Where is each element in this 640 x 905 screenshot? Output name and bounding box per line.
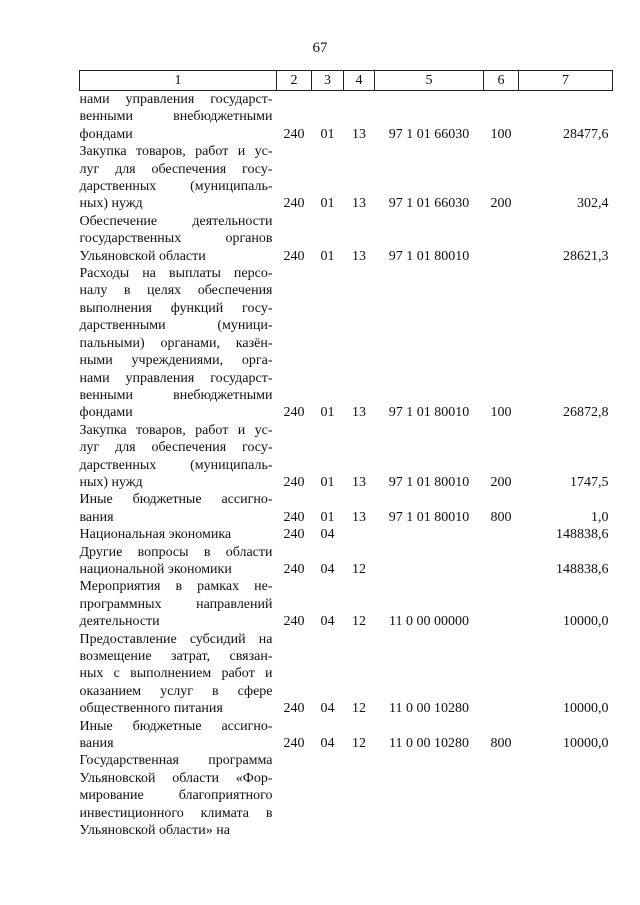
description-line: вания	[79, 736, 114, 752]
target-article-code: 97 1 01 80010	[388, 509, 470, 525]
subsection-code: 12	[352, 736, 366, 752]
code-column-2: 240	[283, 736, 305, 752]
subsection-code: 13	[352, 248, 366, 264]
amount: 1747,5	[570, 474, 609, 490]
page-number: 67	[312, 40, 328, 56]
column-header-5: 5	[375, 71, 484, 91]
row-description	[80, 491, 277, 526]
description-line: Государственная программа	[79, 753, 273, 769]
section-code: 04	[320, 701, 335, 717]
description-line: дарственными (муници-	[79, 318, 273, 334]
description-line: ных) нужд	[79, 196, 143, 212]
expense-type-code: 200	[490, 474, 512, 490]
amount: 10000,0	[563, 614, 609, 630]
code-column-2: 240	[283, 405, 305, 421]
target-article-code	[375, 752, 484, 839]
description-line: дарственных (муниципаль-	[79, 179, 273, 195]
code-column-2: 240	[283, 561, 305, 577]
table-row	[80, 752, 613, 839]
description-line: инвестиционного климата в	[79, 805, 273, 821]
amount: 28621,3	[563, 248, 609, 264]
table-row	[80, 578, 613, 630]
section-code: 01	[320, 509, 335, 525]
description-line: нами управления государст-	[79, 92, 273, 107]
row-description	[80, 578, 277, 630]
subsection-code	[344, 526, 375, 543]
section-code: 04	[320, 527, 335, 543]
description-line: Закупка товаров, работ и ус-	[79, 422, 273, 438]
row-description	[80, 631, 277, 718]
subsection-code: 12	[352, 614, 366, 630]
row-description	[80, 213, 277, 265]
code-column-2: 240	[283, 474, 305, 490]
description-line: Иные бюджетные ассигно-	[79, 492, 273, 508]
description-line: национальной экономики	[79, 561, 232, 577]
expense-type-code: 800	[490, 736, 512, 752]
column-header-3: 3	[312, 71, 344, 91]
expense-type-code	[484, 752, 519, 839]
subsection-code: 13	[352, 196, 366, 212]
description-line: Иные бюджетные ассигно-	[79, 718, 273, 734]
expense-type-code: 100	[490, 405, 512, 421]
description-line: вания	[79, 509, 114, 525]
amount	[519, 752, 613, 839]
code-column-2: 240	[283, 614, 305, 630]
description-line: Расходы на выплаты персо-	[79, 266, 273, 282]
code-column-2: 240	[283, 509, 305, 525]
subsection-code: 13	[352, 509, 366, 525]
section-code	[312, 752, 344, 839]
description-line: оказанием услуг в сфере	[79, 683, 273, 699]
description-line: ных) нужд	[79, 474, 143, 490]
description-line: нами управления государст-	[79, 370, 273, 386]
table-body	[80, 91, 613, 840]
column-header-7: 7	[519, 71, 613, 91]
description-line: мирование благоприятного	[79, 788, 273, 804]
amount: 148838,6	[556, 527, 609, 543]
amount: 28477,6	[563, 126, 609, 142]
section-code: 04	[320, 736, 335, 752]
row-description	[80, 143, 277, 213]
expense-type-code	[484, 526, 519, 543]
description-line: луг для обеспечения госу-	[79, 440, 273, 456]
row-description	[80, 422, 277, 492]
table-row	[80, 491, 613, 526]
code-column-2	[277, 752, 312, 839]
header-row	[80, 71, 613, 91]
amount: 302,4	[577, 196, 609, 212]
table-row	[80, 544, 613, 579]
description-line: ными учреждениями, орга-	[79, 353, 273, 369]
description-line: налу в целях обеспечения	[79, 283, 273, 299]
code-column-2: 240	[283, 527, 305, 543]
description-line: Ульяновской области» на	[79, 823, 230, 839]
expense-type-code: 100	[490, 126, 512, 142]
table-row	[80, 265, 613, 422]
target-article-code: 97 1 01 66030	[388, 196, 470, 212]
section-code: 04	[320, 614, 335, 630]
column-header-4: 4	[344, 71, 375, 91]
expense-type-code	[484, 631, 519, 718]
description-line: Ульяновской области	[79, 248, 206, 264]
subsection-code: 12	[352, 701, 366, 717]
row-description	[80, 265, 277, 422]
description-line: венными внебюджетными	[79, 109, 273, 125]
budget-table	[79, 70, 613, 839]
code-column-2: 240	[283, 196, 305, 212]
target-article-code	[375, 544, 484, 579]
description-line: луг для обеспечения госу-	[79, 161, 273, 177]
expense-type-code	[484, 213, 519, 265]
description-line: пальными) органами, казён-	[79, 335, 273, 351]
description-line: выполнения функций госу-	[79, 300, 273, 316]
table-row	[80, 718, 613, 753]
amount: 148838,6	[556, 561, 609, 577]
subsection-code: 13	[352, 474, 366, 490]
expense-type-code: 200	[490, 196, 512, 212]
description-line: фондами	[79, 405, 133, 421]
description-line: деятельности	[79, 614, 160, 630]
table-row	[80, 526, 613, 543]
amount: 26872,8	[563, 405, 609, 421]
table-row	[80, 143, 613, 213]
subsection-code: 13	[352, 126, 366, 142]
row-description	[80, 526, 277, 543]
description-line: фондами	[79, 126, 133, 142]
subsection-code: 13	[352, 405, 366, 421]
code-column-2: 240	[283, 126, 305, 142]
code-column-2: 240	[283, 701, 305, 717]
row-description	[80, 544, 277, 579]
target-article-code: 97 1 01 80010	[388, 474, 470, 490]
column-header-2: 2	[277, 71, 312, 91]
description-line: ных с выполнением работ и	[79, 666, 273, 682]
section-code: 01	[320, 126, 335, 142]
column-header-6: 6	[484, 71, 519, 91]
expense-type-code	[484, 578, 519, 630]
target-article-code: 97 1 01 80010	[388, 248, 470, 264]
column-header-1: 1	[80, 71, 277, 91]
description-line: венными внебюджетными	[79, 387, 273, 403]
expense-type-code	[484, 544, 519, 579]
row-description	[80, 718, 277, 753]
target-article-code: 11 0 00 10280	[389, 736, 469, 752]
section-code: 01	[320, 405, 335, 421]
section-code: 01	[320, 196, 335, 212]
table-row	[80, 91, 613, 144]
subsection-code	[344, 752, 375, 839]
description-line: дарственных (муниципаль-	[79, 457, 273, 473]
target-article-code	[375, 526, 484, 543]
description-line: программных направлений	[79, 596, 273, 612]
row-description	[80, 91, 277, 144]
target-article-code: 11 0 00 10280	[389, 701, 469, 717]
section-code: 01	[320, 248, 335, 264]
subsection-code: 12	[352, 561, 366, 577]
table-row	[80, 422, 613, 492]
description-line: Национальная экономика	[79, 527, 232, 543]
table-row	[80, 213, 613, 265]
amount: 1,0	[591, 509, 609, 525]
target-article-code: 97 1 01 66030	[388, 126, 470, 142]
description-line: Мероприятия в рамках не-	[79, 579, 273, 595]
row-description	[80, 752, 277, 839]
section-code: 04	[320, 561, 335, 577]
code-column-2: 240	[283, 248, 305, 264]
description-line: Другие вопросы в области	[79, 544, 273, 560]
target-article-code: 97 1 01 80010	[388, 405, 470, 421]
description-line: возмещение затрат, связан-	[79, 649, 273, 664]
table-row	[80, 631, 613, 718]
target-article-code: 11 0 00 00000	[389, 614, 469, 630]
description-line: Предоставление субсидий на	[79, 631, 273, 647]
section-code: 01	[320, 474, 335, 490]
description-line: Обеспечение деятельности	[79, 213, 273, 229]
amount: 10000,0	[563, 701, 609, 717]
description-line: Ульяновской области «Фор-	[79, 770, 273, 786]
expense-type-code: 800	[490, 509, 512, 525]
description-line: государственных органов	[79, 231, 273, 247]
description-line: Закупка товаров, работ и ус-	[79, 144, 273, 160]
amount: 10000,0	[563, 736, 609, 752]
description-line: общественного питания	[79, 701, 223, 717]
